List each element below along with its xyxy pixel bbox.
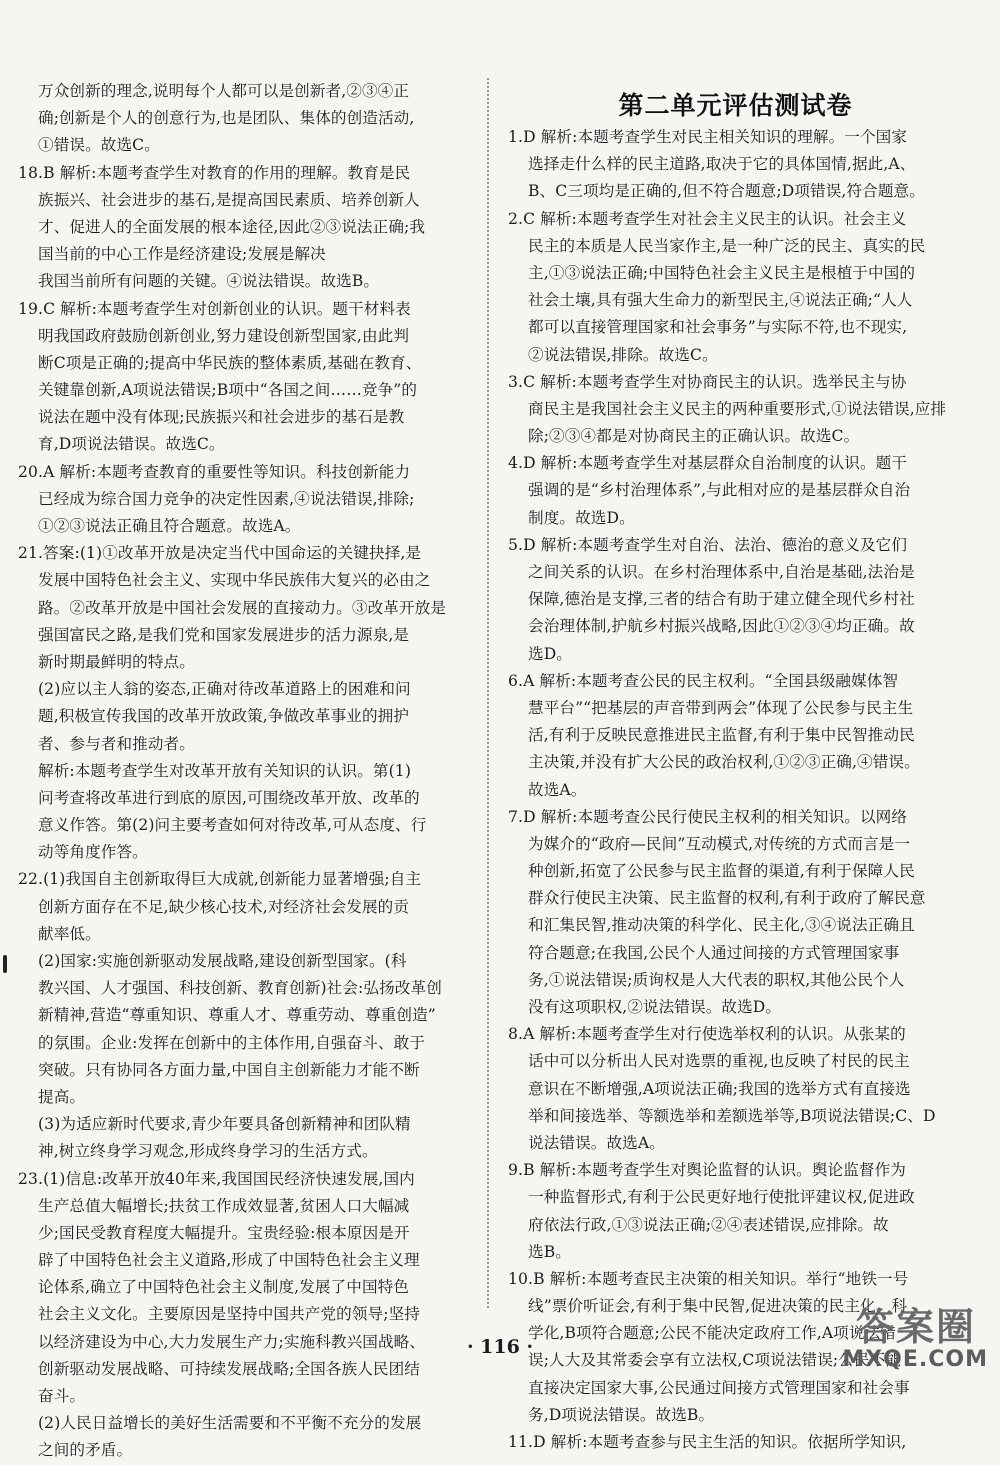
- text-line: 为媒介的“政府—民间”互动模式,对传统的方式而言是一: [528, 834, 911, 853]
- text-line: 线”票价听证会,有利于集中民智,促进决策的民主化、科: [528, 1297, 908, 1316]
- text-line: B、C三项均是正确的,但不符合题意;D项错误,符合题意。: [528, 182, 925, 201]
- text-line: 新时期最鲜明的特点。: [38, 652, 195, 671]
- text-line: (2)应以主人翁的姿态,正确对待改革道路上的困难和问: [38, 680, 411, 699]
- text-line: 献率低。: [38, 924, 101, 943]
- text-line: 断C项是正确的;提高中华民族的整体素质,基础在教育、: [38, 353, 422, 372]
- text-line: ①②③说法正确且符合题意。故选A。: [38, 517, 301, 535]
- text-line: 符合题意;在我国,公民个人通过间接的方式管理国家事: [528, 943, 900, 962]
- text-line: 发展中国特色社会主义、实现中华民族伟大复兴的必由之: [38, 571, 431, 590]
- text-line: 故选A。: [528, 780, 587, 799]
- text-line: 慧平台”“把基层的声音带到两会”体现了公民参与民主生: [528, 698, 914, 717]
- watermark-logo: 答案圈: [855, 1305, 976, 1349]
- text-line: 10.B 解析:本题考查民主决策的相关知识。举行“地铁一号: [508, 1269, 909, 1288]
- text-line: 一种监督形式,有利于公民更好地行使批评建议权,促进政: [528, 1188, 915, 1207]
- right-column: [508, 124, 963, 1456]
- text-line: 举和间接选举、等额选举和差额选举等,B项说法错误;C、D: [528, 1106, 936, 1125]
- text-line: 和汇集民智,推动决策的科学化、民主化,③④说法正确且: [528, 916, 915, 935]
- text-line: 20.A 解析:本题考查教育的重要性等知识。科技创新能力: [18, 462, 411, 481]
- text-line: 社会主义文化。主要原因是坚持中国共产党的领导;坚持: [38, 1305, 421, 1324]
- text-line: 种创新,拓宽了公民参与民主监督的渠道,有利于保障人民: [528, 862, 915, 881]
- text-line: (2)国家:实施创新驱动发展战略,建设创新型国家。(科: [38, 952, 407, 970]
- text-line: 21.答案:(1)①改革开放是决定当代中国命运的关键抉择,是: [18, 544, 422, 563]
- text-line: 族振兴、社会进步的基石,是提高国民素质、培养创新人: [38, 190, 420, 209]
- text-line: 已经成为综合国力竞争的决定性因素,④说法错误,排除;: [38, 489, 415, 508]
- text-line: 会治理体制,护航乡村振兴战略,因此①②③④均正确。故: [528, 617, 915, 636]
- text-line: 教兴国、人才强国、科技创新、教育创新)社会:弘扬改革创: [38, 979, 442, 998]
- unit-title: 第二单元评估测试卷: [618, 91, 853, 120]
- text-line: 创新方面存在不足,缺少核心技术,对经济社会发展的贡: [38, 897, 410, 916]
- text-line: 提高。: [38, 1087, 86, 1106]
- text-line: 选择走什么样的民主道路,取决于它的具体国情,据此,A、: [528, 155, 916, 174]
- text-line: 说法错误。故选A。: [528, 1133, 665, 1152]
- text-line: 关键靠创新,A项说法错误;B项中“各国之间……竞争”的: [38, 381, 418, 400]
- text-line: (2)人民日益增长的美好生活需要和不平衡不充分的发展: [38, 1414, 422, 1433]
- text-line: 路。②改革开放是中国社会发展的直接动力。③改革开放是: [38, 598, 447, 617]
- text-line: 神,树立终身学习观念,形成终身学习的生活方式。: [38, 1142, 378, 1161]
- text-line: 社会土壤,具有强大生命力的新型民主,④说法正确;“人人: [528, 291, 913, 310]
- text-line: 论体系,确立了中国特色社会主义制度,发展了中国特色: [38, 1278, 410, 1297]
- text-line: 误;人大及其常委会享有立法权,C项说法错误;公民不能: [528, 1351, 902, 1370]
- text-line: 商民主是我国社会主义民主的两种重要形式,①说法错误,应排: [528, 399, 947, 418]
- text-line: 主,①③说法正确;中国特色社会主义民主是根植于中国的: [528, 263, 916, 282]
- text-line: 8.A 解析:本题考查学生对行使选举权利的认识。从张某的: [508, 1025, 906, 1044]
- margin-mark: [3, 955, 7, 973]
- text-line: 23.(1)信息:改革开放40年来,我国国民经济快速发展,国内: [18, 1169, 415, 1188]
- text-line: 保障,德治是支撑,三者的结合有助于建立健全现代乡村社: [528, 590, 915, 609]
- text-line: 务,D项说法错误。故选B。: [528, 1405, 715, 1424]
- text-line: 1.D 解析:本题考查学生对民主相关知识的理解。一个国家: [508, 128, 908, 146]
- text-line: ①错误。故选C。: [38, 136, 160, 155]
- page-number: · 116 ·: [466, 1336, 534, 1358]
- text-line: 国当前的中心工作是经济建设;发展是解决: [38, 245, 326, 264]
- text-line: ②说法错误,排除。故选C。: [528, 345, 718, 364]
- text-line: 意义作答。第(2)问主要考查如何对待改革,可从态度、行: [38, 816, 427, 835]
- column-divider: [487, 78, 489, 1308]
- text-line: 的氛围。企业:发挥在创新中的主体作用,自强奋斗、敢于: [38, 1033, 426, 1052]
- watermark: [760, 1296, 990, 1376]
- text-line: 19.C 解析:本题考查学生对创新创业的认识。题干材料表: [18, 299, 411, 318]
- text-line: 问考查将改革进行到底的原因,可围绕改革开放、改革的: [38, 788, 420, 807]
- text-line: 明我国政府鼓励创新创业,努力建设创新型国家,由此判: [38, 326, 410, 345]
- text-line: (3)为适应新时代要求,青少年要具备创新精神和团队精: [38, 1115, 411, 1134]
- text-line: 动等角度作答。: [38, 843, 148, 862]
- text-line: 题,积极宣传我国的改革开放政策,争做改革事业的拥护: [38, 707, 410, 726]
- text-line: 民主的本质是人民当家作主,是一种广泛的民主、真实的民: [528, 236, 926, 255]
- text-line: 活,有利于反映民意推进民主监督,有利于集中民智推动民: [528, 726, 915, 745]
- text-line: 生产总值大幅增长;扶贫工作成效显著,贫困人口大幅减: [38, 1196, 410, 1215]
- text-line: 选B。: [528, 1242, 571, 1261]
- text-line: 我国当前所有问题的关键。④说法错误。故选B。: [38, 272, 380, 291]
- text-line: 没有这项职权,②说法错误。故选D。: [528, 998, 782, 1016]
- text-line: 务,①说法错误;质询权是人大代表的职权,其他公民个人: [528, 970, 905, 989]
- text-line: 强调的是“乡村治理体系”,与此相对应的是基层群众自治: [528, 481, 911, 500]
- text-line: 以经济建设为中心,大力发展生产力;实施科教兴国战略、: [38, 1332, 426, 1351]
- text-line: 府依法行政,①③说法正确;②④表述错误,应排除。故: [528, 1215, 889, 1234]
- text-line: 创新驱动发展战略、可持续发展战略;全国各族人民团结: [38, 1359, 421, 1378]
- left-column: [18, 78, 470, 1465]
- text-line: 新精神,营造“尊重知识、尊重人才、尊重劳动、尊重创造”: [38, 1006, 436, 1025]
- text-line: 之间关系的认识。在乡村治理体系中,自治是基础,法治是: [528, 563, 915, 581]
- text-line: 制度。故选D。: [528, 508, 635, 527]
- text-line: 解析:本题考查学生对改革开放有关知识的认识。第(1): [38, 761, 412, 780]
- text-line: 除;②③④都是对协商民主的正确认识。故选C。: [528, 427, 860, 446]
- text-line: 奋斗。: [38, 1387, 86, 1405]
- text-line: 才、促进人的全面发展的根本途径,因此②③说法正确;我: [38, 217, 426, 236]
- text-line: 2.C 解析:本题考查学生对社会主义民主的认识。社会主义: [508, 209, 907, 228]
- text-line: 4.D 解析:本题考查学生对基层群众自治制度的认识。题干: [508, 454, 908, 473]
- text-line: 话中可以分析出人民对选票的重视,也反映了村民的民主: [528, 1052, 910, 1071]
- text-line: 直接决定国家大事,公民通过间接方式管理国家和社会事: [528, 1378, 910, 1397]
- text-line: 3.C 解析:本题考查学生对协商民主的认识。选举民主与协: [508, 372, 907, 391]
- text-line: 少;国民受教育程度大幅提升。宝贵经验:根本原因是开: [38, 1223, 410, 1242]
- text-line: 之间的矛盾。: [38, 1441, 133, 1460]
- text-line: 18.B 解析:本题考查学生对教育的作用的理解。教育是民: [18, 163, 411, 182]
- text-line: 11.D 解析:本题考查参与民主生活的知识。依据所学知识,: [508, 1433, 907, 1451]
- text-line: 强国富民之路,是我们党和国家发展进步的活力源泉,是: [38, 625, 410, 644]
- text-line: 意识在不断增强,A项说法正确;我国的选举方式有直接选: [528, 1079, 911, 1098]
- text-line: 育,D项说法错误。故选C。: [38, 435, 225, 454]
- text-line: 5.D 解析:本题考查学生对自治、法治、德治的意义及它们: [508, 535, 908, 554]
- text-line: 者、参与者和推动者。: [38, 734, 195, 753]
- text-line: 突破。只有协同各方面力量,中国自主创新能力才能不断: [38, 1060, 420, 1079]
- text-line: 说法在题中没有体现;民族振兴和社会进步的基石是教: [38, 408, 405, 427]
- text-line: 6.A 解析:本题考查公民的民主权利。“全国县级融媒体智: [508, 671, 899, 690]
- text-line: 都可以直接管理国家和社会事务”与实际不符,也不现实,: [528, 318, 908, 337]
- text-line: 9.B 解析:本题考查学生对舆论监督的认识。舆论监督作为: [508, 1161, 907, 1180]
- text-line: 万众创新的理念,说明每个人都可以是创新者,②③④正: [38, 82, 410, 100]
- text-line: 22.(1)我国自主创新取得巨大成就,创新能力显著增强;自主: [18, 870, 422, 889]
- text-line: 7.D 解析:本题考查公民行使民主权利的相关知识。以网络: [508, 807, 908, 826]
- text-line: 确;创新是个人的创意行为,也是团队、集体的创造活动,: [38, 109, 415, 128]
- text-line: 主决策,并没有扩大公民的政治权利,①②③正确,④错误。: [528, 753, 920, 772]
- text-line: 群众行使民主决策、民主监督的权利,有利于政府了解民意: [528, 889, 926, 908]
- text-line: 学化,B项符合题意;公民不能决定政府工作,A项说法错: [528, 1324, 896, 1343]
- text-line: 辟了中国特色社会主义道路,形成了中国特色社会主义理: [38, 1251, 420, 1270]
- watermark-text: MXQE.COM: [842, 1347, 988, 1372]
- text-line: 选D。: [528, 644, 572, 663]
